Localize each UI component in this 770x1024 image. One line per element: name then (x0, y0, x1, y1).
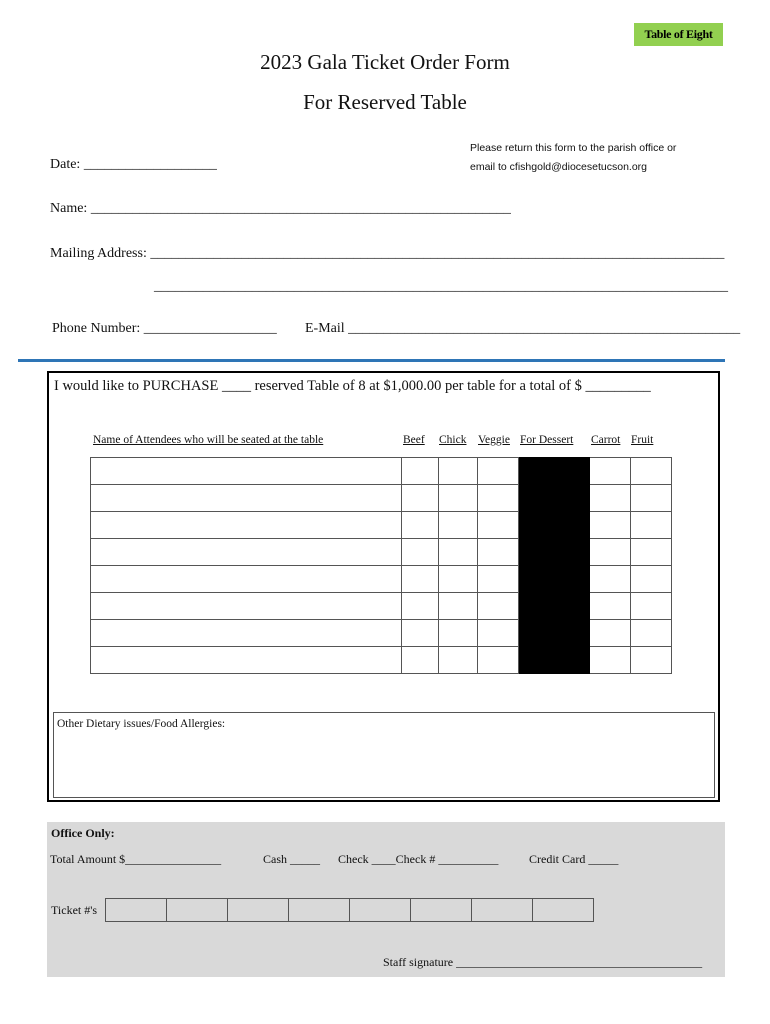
attendee-name-cell[interactable] (91, 458, 402, 485)
office-only-title: Office Only: (51, 826, 115, 840)
return-note (470, 139, 730, 177)
table-row (91, 620, 672, 647)
fruit-cell[interactable] (631, 620, 672, 647)
beef-cell[interactable] (402, 512, 439, 539)
dessert-cell (519, 620, 590, 647)
ticket-cell[interactable] (411, 899, 472, 922)
email-field[interactable]: E-Mail ________________________________________________________ (305, 321, 741, 336)
attendee-name-cell[interactable] (91, 485, 402, 512)
attendee-name-cell[interactable] (91, 593, 402, 620)
attendee-name-cell[interactable] (91, 647, 402, 674)
chick-cell[interactable] (439, 620, 478, 647)
dietary-issues-label: Other Dietary issues/Food Allergies: (57, 718, 226, 730)
col-fruit: Fruit (631, 434, 654, 446)
table-row (91, 512, 672, 539)
total-amount-field[interactable]: Total Amount $________________ (50, 852, 222, 866)
table-row (91, 647, 672, 674)
carrot-cell[interactable] (590, 512, 631, 539)
attendee-name-cell[interactable] (91, 620, 402, 647)
phone-number-field[interactable]: Phone Number: ___________________ (52, 321, 277, 336)
table-row (91, 593, 672, 620)
fruit-cell[interactable] (631, 458, 672, 485)
veggie-cell[interactable] (478, 485, 519, 512)
beef-cell[interactable] (402, 647, 439, 674)
return-note-line-2: email to cfishgold@diocesetucson.org (470, 161, 648, 173)
veggie-cell[interactable] (478, 593, 519, 620)
ticket-cell[interactable] (228, 899, 289, 922)
col-veggie: Veggie (478, 434, 510, 446)
form-title: 2023 Gala Ticket Order Form (260, 50, 510, 74)
fruit-cell[interactable] (631, 566, 672, 593)
dessert-cell (519, 458, 590, 485)
fruit-cell[interactable] (631, 593, 672, 620)
veggie-cell[interactable] (478, 566, 519, 593)
ticket-numbers-label: Ticket #'s (51, 903, 98, 917)
fruit-cell[interactable] (631, 512, 672, 539)
check-field[interactable]: Check ____Check # __________ (338, 852, 499, 866)
col-beef: Beef (403, 434, 425, 446)
mailing-address-field[interactable]: Mailing Address: __________________________________________________________________________________ (50, 246, 725, 261)
staff-signature-field[interactable]: Staff signature _________________________________________ (383, 955, 703, 969)
dessert-cell (519, 566, 590, 593)
chick-cell[interactable] (439, 539, 478, 566)
attendee-name-cell[interactable] (91, 512, 402, 539)
section-divider (18, 359, 725, 362)
fruit-cell[interactable] (631, 485, 672, 512)
carrot-cell[interactable] (590, 485, 631, 512)
carrot-cell[interactable] (590, 647, 631, 674)
beef-cell[interactable] (402, 566, 439, 593)
name-field[interactable]: Name: ____________________________________________________________ (50, 201, 511, 216)
form-subtitle: For Reserved Table (303, 90, 467, 114)
carrot-cell[interactable] (590, 620, 631, 647)
table-row (106, 899, 594, 922)
col-carrot: Carrot (591, 434, 621, 446)
col-chick: Chick (439, 434, 467, 446)
table-row (91, 485, 672, 512)
veggie-cell[interactable] (478, 539, 519, 566)
beef-cell[interactable] (402, 593, 439, 620)
carrot-cell[interactable] (590, 539, 631, 566)
dessert-cell (519, 485, 590, 512)
carrot-cell[interactable] (590, 593, 631, 620)
beef-cell[interactable] (402, 620, 439, 647)
carrot-cell[interactable] (590, 566, 631, 593)
fruit-cell[interactable] (631, 647, 672, 674)
ticket-cell[interactable] (167, 899, 228, 922)
attendee-name-cell[interactable] (91, 539, 402, 566)
fruit-cell[interactable] (631, 539, 672, 566)
chick-cell[interactable] (439, 647, 478, 674)
veggie-cell[interactable] (478, 620, 519, 647)
table-of-eight-badge: Table of Eight (634, 23, 723, 46)
ticket-cell[interactable] (350, 899, 411, 922)
col-attendees: Name of Attendees who will be seated at the table (93, 434, 324, 446)
ticket-numbers-table (105, 898, 594, 922)
ticket-cell[interactable] (472, 899, 533, 922)
beef-cell[interactable] (402, 458, 439, 485)
attendee-name-cell[interactable] (91, 566, 402, 593)
dessert-cell (519, 593, 590, 620)
chick-cell[interactable] (439, 485, 478, 512)
purchase-line[interactable]: I would like to PURCHASE ____ reserved Table of 8 at $1,000.00 per table for a total of $ _________ (54, 378, 651, 394)
dessert-cell (519, 512, 590, 539)
veggie-cell[interactable] (478, 458, 519, 485)
cash-field[interactable]: Cash _____ (263, 852, 320, 866)
table-row (91, 539, 672, 566)
credit-card-field[interactable]: Credit Card _____ (529, 852, 619, 866)
return-note-line-1: Please return this form to the parish office or (470, 142, 677, 154)
carrot-cell[interactable] (590, 458, 631, 485)
dessert-cell (519, 539, 590, 566)
beef-cell[interactable] (402, 485, 439, 512)
ticket-cell[interactable] (533, 899, 594, 922)
ticket-cell[interactable] (106, 899, 167, 922)
table-row (91, 458, 672, 485)
chick-cell[interactable] (439, 512, 478, 539)
veggie-cell[interactable] (478, 512, 519, 539)
veggie-cell[interactable] (478, 647, 519, 674)
ticket-cell[interactable] (289, 899, 350, 922)
chick-cell[interactable] (439, 566, 478, 593)
chick-cell[interactable] (439, 458, 478, 485)
attendees-table (90, 457, 672, 674)
col-dessert: For Dessert (520, 434, 574, 446)
mailing-address-line-2[interactable]: __________________________________________________________________________________ (154, 279, 728, 294)
beef-cell[interactable] (402, 539, 439, 566)
dessert-cell (519, 647, 590, 674)
chick-cell[interactable] (439, 593, 478, 620)
date-field[interactable]: Date: ___________________ (50, 157, 217, 172)
table-row (91, 566, 672, 593)
